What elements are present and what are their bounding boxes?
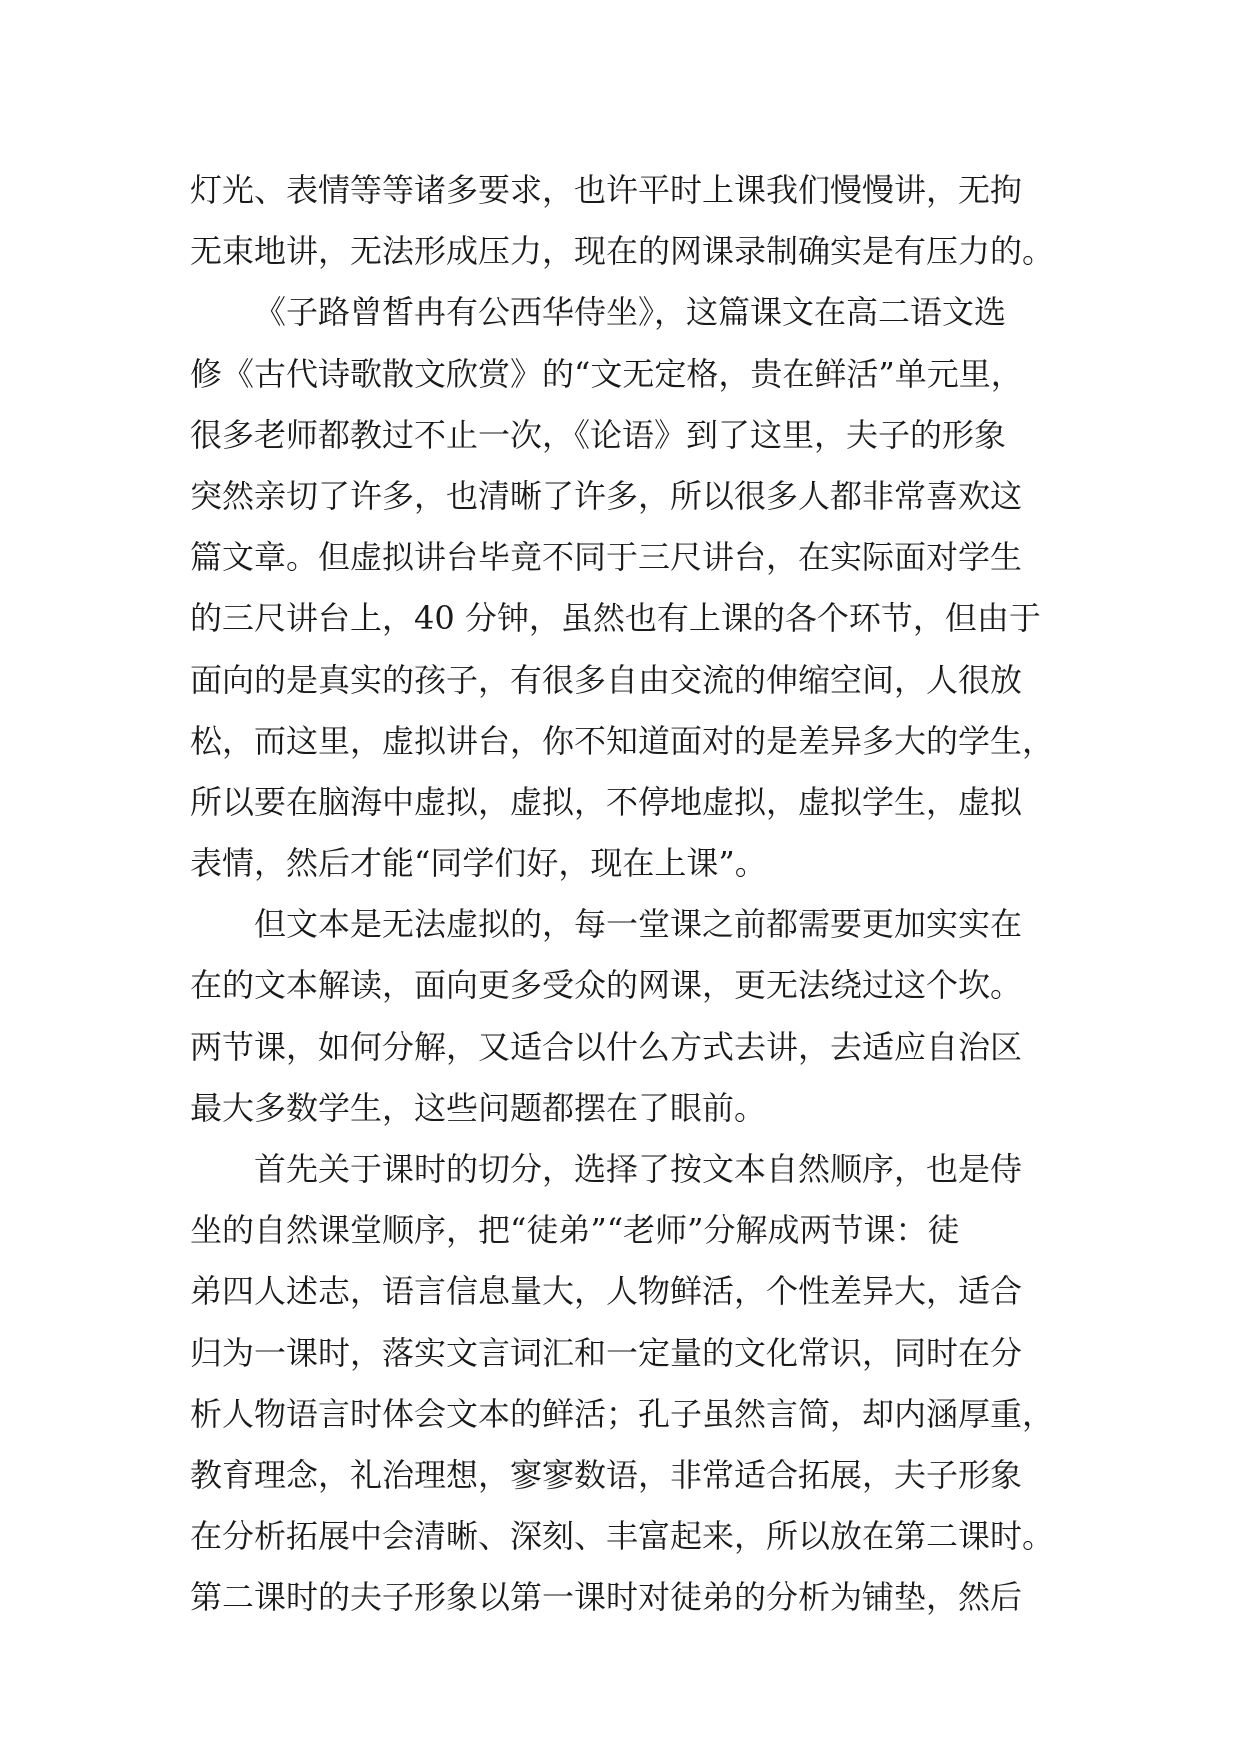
text-line: 所以要在脑海中虚拟，虚拟，不停地虚拟，虚拟学生，虚拟 [190,782,1023,821]
text-line: 篇文章。但虚拟讲台毕竟不同于三尺讲台，在实际面对学生 [190,538,1023,577]
paragraph-first-line: 《子路曾皙冉有公西华侍坐》，这篇课文在高二语文选 [254,293,1007,332]
text-line: 第二课时的夫子形象以第一课时对徒弟的分析为铺垫，然后 [190,1578,1023,1617]
text-line: 松，而这里，虚拟讲台，你不知道面对的是差异多大的学生， [190,721,1055,760]
text-line: 归为一课时，落实文言词汇和一定量的文化常识，同时在分 [190,1333,1023,1372]
text-line: 表情，然后才能“同学们好，现在上课”。 [190,844,767,883]
text-line: 弟四人述志，语言信息量大，人物鲜活，个性差异大，适合 [190,1272,1023,1311]
text-line: 析人物语言时体会文本的鲜活；孔子虽然言简，却内涵厚重， [190,1394,1055,1433]
text-line: 灯光、表情等等诸多要求，也许平时上课我们慢慢讲，无拘 [190,171,1023,209]
text-line: 在分析拓展中会清晰、深刻、丰富起来，所以放在第二课时。 [190,1517,1055,1556]
text-line: 突然亲切了许多，也清晰了许多，所以很多人都非常喜欢这 [190,476,1023,515]
body-text [190,160,1060,1629]
text-line: 面向的是真实的孩子，有很多自由交流的伸缩空间，人很放 [190,660,1023,699]
paragraph-first-line: 但文本是无法虚拟的，每一堂课之前都需要更加实实在 [254,905,1023,944]
text-line: 的三尺讲台上，40 分钟，虽然也有上课的各个环节，但由于 [190,599,1041,638]
text-line: 两节课，如何分解，又适合以什么方式去讲，去适应自治区 [190,1027,1023,1066]
text-line: 很多老师都教过不止一次，《论语》到了这里，夫子的形象 [190,415,1007,454]
text-line: 在的文本解读，面向更多受众的网课，更无法绕过这个坎。 [190,966,1023,1005]
text-line: 修《古代诗歌散文欣赏》的“文无定格，贵在鲜活”单元里， [190,354,1023,393]
text-line: 无束地讲，无法形成压力，现在的网课录制确实是有压力的。 [190,232,1055,271]
text-line: 坐的自然课堂顺序，把“徒弟”“老师”分解成两节课：徒 [190,1211,960,1250]
text-line: 最大多数学生，这些问题都摆在了眼前。 [190,1088,767,1127]
paragraph-first-line: 首先关于课时的切分，选择了按文本自然顺序，也是侍 [254,1150,1023,1188]
text-line: 教育理念，礼治理想，寥寥数语，非常适合拓展，夫子形象 [190,1455,1023,1494]
